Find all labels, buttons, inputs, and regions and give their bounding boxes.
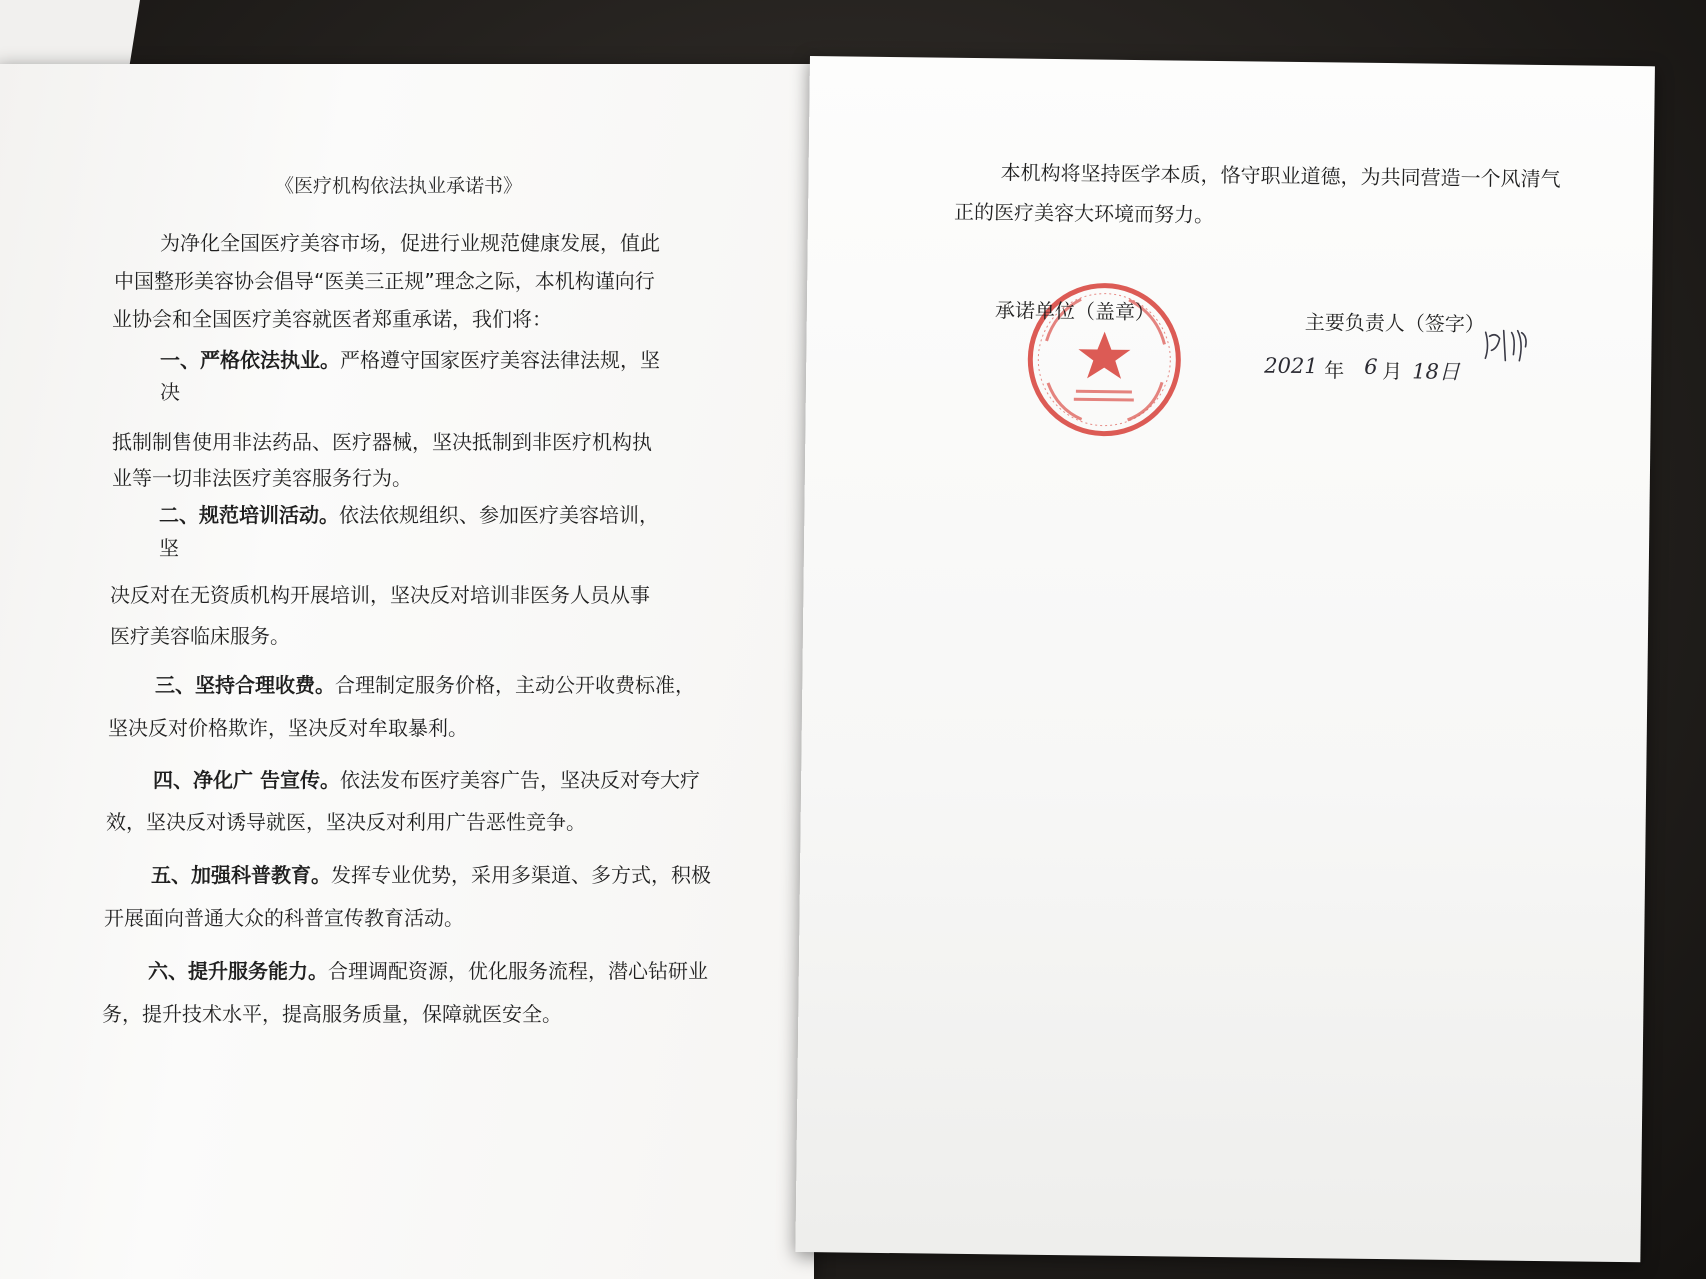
date-year: 2021 [1264,353,1318,379]
item-1-text-1: 严格遵守国家医疗美容法律法规，坚 [340,348,660,372]
closing-line-1: 本机构将坚持医学本质，恪守职业道德，为共同营造一个风清气 [1000,160,1561,192]
item-2-text-1: 依法依规组织、参加医疗美容培训， [339,503,659,527]
item-1-first-line [160,344,660,373]
item-6-text-2: 务，提升技术水平，提高服务质量，保障就医安全。 [102,1002,562,1026]
handwritten-signature [1481,326,1531,367]
item-1-text-2: 决 [160,380,180,404]
document-title: 《医疗机构依法执业承诺书》 [275,175,523,197]
item-3-text-2: 坚决反对价格欺诈，坚决反对牟取暴利。 [108,716,468,740]
date-day: 18日 [1412,359,1461,384]
responsible-person-label: 主要负责人（签字） [1304,310,1485,337]
item-1-text-3: 抵制制售使用非法药品、医疗器械，坚决抵制到非医疗机构执 [112,430,652,454]
item-2-text-3: 决反对在无资质机构开展培训，坚决反对培训非医务人员从事 [110,583,650,607]
item-3-text-1: 合理制定服务价格，主动公开收费标准， [335,673,695,697]
date-month: 6 [1364,354,1378,379]
item-2-heading: 二、规范培训活动。 [159,503,339,527]
date-month-char: 月 [1382,359,1403,384]
item-5-text-2: 开展面向普通大众的科普宣传教育活动。 [104,906,464,930]
item-6-text-1: 合理调配资源，优化服务流程，潜心钻研业 [328,959,708,983]
closing-line-2: 正的医疗美容大环境而努力。 [953,199,1215,227]
intro-line-3: 业协会和全国医疗美容就医者郑重承诺，我们将： [112,307,552,331]
item-5-first-line [151,859,711,888]
item-4-first-line [153,764,700,793]
item-2-text-4: 医疗美容临床服务。 [110,624,290,648]
item-4-text-2: 效，坚决反对诱导就医，坚决反对利用广告恶性竞争。 [106,810,586,834]
item-1-heading: 一、严格依法执业。 [160,348,340,372]
item-5-text-1: 发挥专业优势，采用多渠道、多方式，积极 [331,863,711,887]
right-document-page [795,56,1655,1262]
left-document-page [0,64,814,1279]
item-6-heading: 六、提升服务能力。 [148,959,328,983]
date-year-char: 年 [1324,358,1345,383]
unit-seal-label: 承诺单位（盖章） [994,298,1156,325]
item-1-text-4: 业等一切非法医疗美容服务行为。 [112,466,412,490]
item-2-first-line [159,499,659,528]
intro-line-2: 中国整形美容协会倡导“医美三正规”理念之际，本机构谨向行 [114,269,655,293]
intro-line-1: 为净化全国医疗美容市场，促进行业规范健康发展，值此 [160,231,660,255]
item-4-heading: 四、净化广 告宣传。 [153,768,340,792]
item-5-heading: 五、加强科普教育。 [151,863,331,887]
background-paper-sheet [0,0,140,70]
item-6-first-line [148,955,708,984]
item-3-first-line [155,669,695,698]
item-3-heading: 三、坚持合理收费。 [155,673,335,697]
item-2-text-2: 坚 [159,536,179,560]
item-4-text-1: 依法发布医疗美容广告，坚决反对夸大疗 [339,768,700,792]
